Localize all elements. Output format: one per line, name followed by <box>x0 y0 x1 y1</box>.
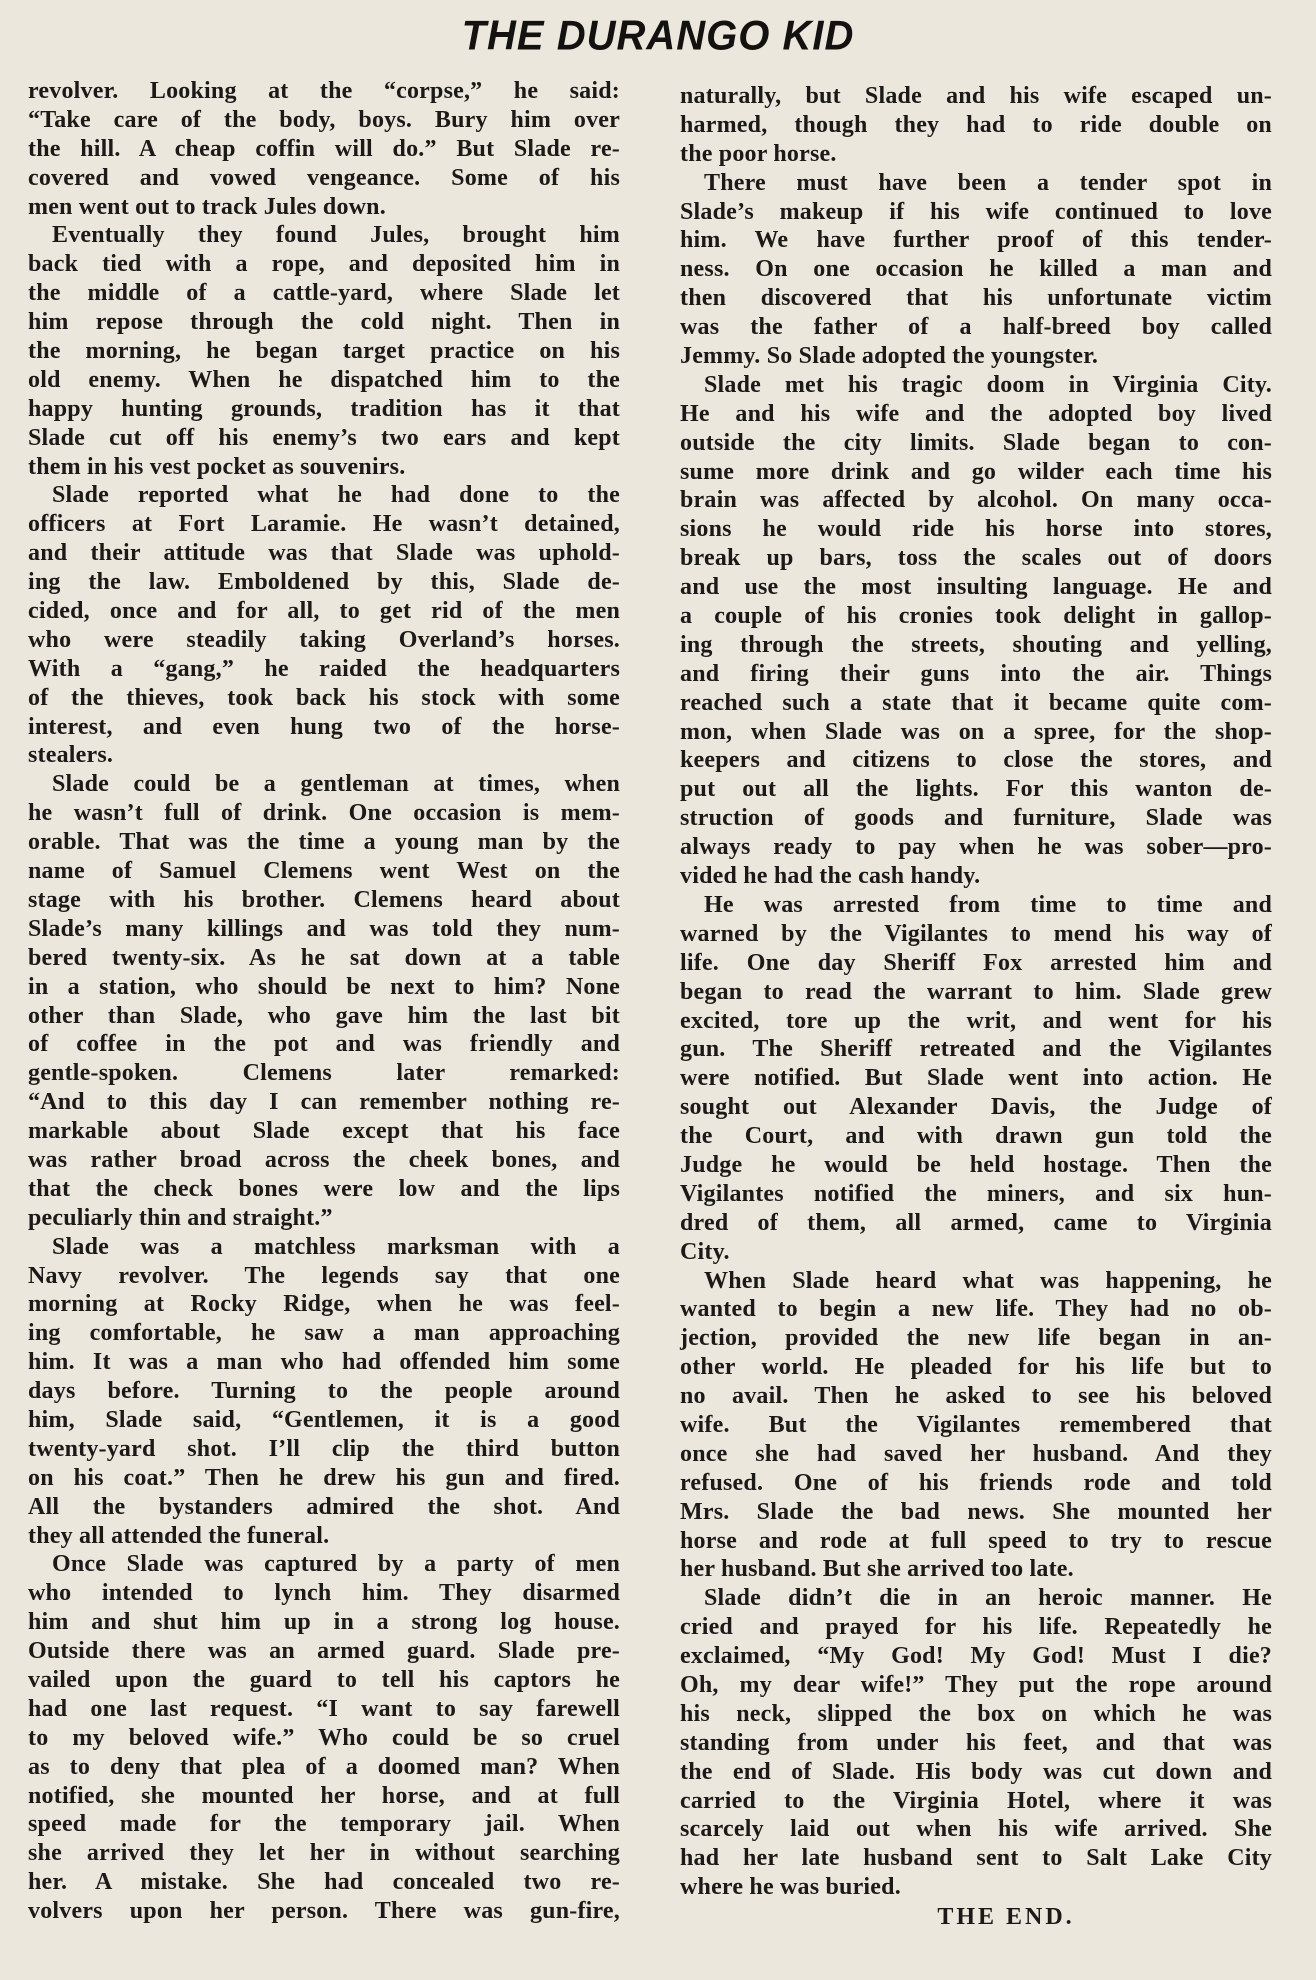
text-line: Judge he would be held hostage. Then the <box>680 1151 1272 1178</box>
text-line: Jemmy. So Slade adopted the youngster. <box>680 343 1099 370</box>
text-line: Vigilantes notified the miners, and six hun- <box>680 1180 1272 1207</box>
text-line: Navy revolver. The legends say that one <box>28 1262 620 1289</box>
text-line: where he was buried. <box>680 1874 901 1901</box>
text-line: old enemy. When he dispatched him to the <box>28 366 620 393</box>
text-line: cried and prayed for his life. Repeatedly he <box>680 1614 1272 1641</box>
text-line: standing from under his feet, and that was <box>680 1729 1272 1756</box>
text-line: always ready to pay when he was sober—pro- <box>680 834 1272 861</box>
text-line: in a station, who should be next to him? None <box>28 973 620 1000</box>
text-line: Slade cut off his enemy’s two ears and kept <box>28 424 620 451</box>
text-line: ness. On one occasion he killed a man and <box>680 256 1272 283</box>
text-line: Once Slade was captured by a party of men <box>52 1551 620 1578</box>
text-line: “And to this day I can remember nothing re- <box>28 1089 620 1116</box>
text-line: Slade didn’t die in an heroic manner. He <box>704 1585 1272 1612</box>
text-line: When Slade heard what was happening, he <box>704 1267 1272 1294</box>
article-column-right <box>680 82 1272 1931</box>
text-line: who were steadily taking Overland’s horses. <box>28 626 620 653</box>
text-line: began to read the warrant to him. Slade grew <box>680 978 1272 1005</box>
text-line: the end of Slade. His body was cut down and <box>680 1758 1272 1785</box>
text-line: cided, once and for all, to get rid of the men <box>28 598 620 625</box>
article-paragraph <box>680 371 1272 891</box>
text-line: dred of them, all armed, came to Virginia <box>680 1209 1272 1236</box>
text-line: and firing their guns into the air. Things <box>680 660 1272 687</box>
text-line: Slade was a matchless marksman with a <box>52 1233 620 1260</box>
text-line: He was arrested from time to time and <box>704 891 1272 918</box>
page-title: THE DURANGO KID <box>461 12 855 60</box>
text-line: exclaimed, “My God! My God! Must I die? <box>680 1643 1272 1670</box>
text-line: refused. One of his friends rode and told <box>680 1469 1272 1496</box>
text-line: covered and vowed vengeance. Some of his <box>28 164 620 191</box>
text-line: outside the city limits. Slade began to con- <box>680 429 1272 456</box>
text-line: Slade met his tragic doom in Virginia City. <box>704 371 1272 398</box>
text-line: brain was affected by alcohol. On many occa- <box>680 487 1272 514</box>
text-line: and their attitude was that Slade was uphold- <box>28 540 620 567</box>
text-line: speed made for the temporary jail. When <box>28 1811 620 1838</box>
text-line: stage with his brother. Clemens heard about <box>28 886 620 913</box>
text-line: break up bars, toss the scales out of doors <box>680 545 1272 572</box>
text-line: Eventually they found Jules, brought him <box>52 222 620 249</box>
text-line: volvers upon her person. There was gun-fire, <box>28 1898 620 1925</box>
text-line: the Court, and with drawn gun told the <box>680 1123 1272 1150</box>
text-line: he wasn’t full of drink. One occasion is mem- <box>28 800 620 827</box>
text-line: she arrived they let her in without searching <box>28 1840 620 1867</box>
text-line: wanted to begin a new life. They had no ob- <box>680 1296 1272 1323</box>
text-line: him, Slade said, “Gentlemen, it is a good <box>28 1406 620 1433</box>
text-line: With a “gang,” he raided the headquarters <box>28 655 620 682</box>
text-line: put out all the lights. For this wanton de- <box>680 776 1272 803</box>
text-line: him and shut him up in a strong log house. <box>28 1609 620 1636</box>
text-line: days before. Turning to the people around <box>28 1378 620 1405</box>
text-line: of the thieves, took back his stock with some <box>28 684 620 711</box>
article-column-left <box>28 77 620 1926</box>
text-line: on his coat.” Then he drew his gun and fired. <box>28 1464 620 1491</box>
text-line: his neck, slipped the box on which he was <box>680 1700 1272 1727</box>
text-line: they all attended the funeral. <box>28 1522 330 1549</box>
text-line: a couple of his cronies took delight in gallop- <box>680 603 1272 630</box>
article-paragraph <box>680 891 1272 1267</box>
text-line: name of Samuel Clemens went West on the <box>28 858 620 885</box>
article-paragraph <box>28 481 620 770</box>
text-line: reached such a state that it became quite com- <box>680 689 1272 716</box>
article-paragraph <box>680 82 1272 169</box>
text-line: then discovered that his unfortunate victim <box>680 285 1272 312</box>
text-line: struction of goods and furniture, Slade was <box>680 805 1272 832</box>
text-line: him. We have further proof of this tender- <box>680 227 1272 254</box>
article-paragraph <box>28 221 620 481</box>
text-line: sought out Alexander Davis, the Judge of <box>680 1094 1272 1121</box>
text-line: There must have been a tender spot in <box>704 169 1272 196</box>
text-line: was rather broad across the cheek bones, and <box>28 1146 620 1173</box>
text-line: other world. He pleaded for his life but to <box>680 1354 1272 1381</box>
text-line: the morning, he began target practice on his <box>28 338 620 365</box>
text-line: orable. That was the time a young man by the <box>28 829 620 856</box>
article-paragraph <box>28 1233 620 1551</box>
text-line: “Take care of the body, boys. Bury him over <box>28 106 620 133</box>
article-paragraph <box>680 1267 1272 1585</box>
text-line: mon, when Slade was on a spree, for the shop- <box>680 718 1272 745</box>
text-line: and use the most insulting language. He and <box>680 574 1272 601</box>
text-line: gentle-spoken. Clemens later remarked: <box>28 1060 620 1087</box>
text-line: happy hunting grounds, tradition has it that <box>28 395 620 422</box>
text-line: no avail. Then he asked to see his beloved <box>680 1383 1272 1410</box>
text-line: sume more drink and go wilder each time his <box>680 458 1272 485</box>
text-line: twenty-yard shot. I’ll clip the third button <box>28 1435 620 1462</box>
text-line: keepers and citizens to close the stores, and <box>680 747 1272 774</box>
text-line: Slade could be a gentleman at times, when <box>52 771 620 798</box>
text-line: vailed upon the guard to tell his captors he <box>28 1666 620 1693</box>
text-line: revolver. Looking at the “corpse,” he said: <box>28 78 620 104</box>
text-line: scarcely laid out when his wife arrived. She <box>680 1816 1272 1843</box>
text-line: Slade’s makeup if his wife continued to love <box>680 198 1272 225</box>
text-line: ing comfortable, he saw a man approaching <box>28 1320 620 1347</box>
text-line: stealers. <box>28 742 114 769</box>
text-line: was the father of a half-breed boy called <box>680 314 1272 341</box>
text-line: the middle of a cattle-yard, where Slade let <box>28 280 620 307</box>
article-paragraph <box>28 770 620 1232</box>
text-line: had one last request. “I want to say farewell <box>28 1695 620 1722</box>
text-line: once she had saved her husband. And they <box>680 1440 1272 1467</box>
text-line: He and his wife and the adopted boy lived <box>680 400 1272 427</box>
text-line: Slade reported what he had done to the <box>52 482 620 509</box>
text-line: jection, provided the new life began in an- <box>680 1325 1272 1352</box>
article-paragraph <box>28 1550 620 1926</box>
the-end-label: THE END. <box>937 1904 1075 1931</box>
text-line: other than Slade, who gave him the last bit <box>28 1002 620 1029</box>
text-line: life. One day Sheriff Fox arrested him and <box>680 949 1272 976</box>
text-line: of coffee in the pot and was friendly and <box>28 1031 620 1058</box>
text-line: him. It was a man who had offended him some <box>28 1349 620 1376</box>
article-paragraph <box>28 77 620 221</box>
text-line: markable about Slade except that his face <box>28 1118 620 1145</box>
text-line: who intended to lynch him. They disarmed <box>28 1580 620 1607</box>
text-line: peculiarly thin and straight.” <box>28 1204 333 1231</box>
text-line: Oh, my dear wife!” They put the rope around <box>680 1671 1272 1698</box>
text-line: the poor horse. <box>680 140 837 167</box>
text-line: him repose through the cold night. Then in <box>28 309 620 336</box>
text-line: notified, she mounted her horse, and at full <box>28 1782 620 1809</box>
text-line: as to deny that plea of a doomed man? When <box>28 1753 620 1780</box>
text-line: them in his vest pocket as souvenirs. <box>28 453 406 480</box>
text-line: were notified. But Slade went into action. He <box>680 1065 1272 1092</box>
text-line: Outside there was an armed guard. Slade pre- <box>28 1638 620 1665</box>
text-line: that the check bones were low and the lips <box>28 1175 620 1202</box>
text-line: had her late husband sent to Salt Lake City <box>680 1845 1272 1872</box>
text-line: officers at Fort Laramie. He wasn’t detained, <box>28 511 620 538</box>
text-line: interest, and even hung two of the horse- <box>28 713 620 740</box>
text-line: her. A mistake. She had concealed two re- <box>28 1869 620 1896</box>
text-line: back tied with a rope, and deposited him in <box>28 251 620 278</box>
text-line: sions he would ride his horse into stores, <box>680 516 1272 543</box>
text-line: naturally, but Slade and his wife escaped un- <box>680 83 1272 109</box>
text-line: excited, tore up the writ, and went for his <box>680 1007 1272 1034</box>
article-paragraph <box>680 169 1272 371</box>
text-line: wife. But the Vigilantes remembered that <box>680 1411 1272 1438</box>
text-line: morning at Rocky Ridge, when he was feel- <box>28 1291 620 1318</box>
text-line: carried to the Virginia Hotel, where it was <box>680 1787 1272 1814</box>
text-line: City. <box>680 1238 730 1265</box>
text-line: Mrs. Slade the bad news. She mounted her <box>680 1498 1272 1525</box>
text-line: horse and rode at full speed to try to rescue <box>680 1527 1272 1554</box>
text-line: All the bystanders admired the shot. And <box>28 1493 620 1520</box>
text-line: warned by the Vigilantes to mend his way of <box>680 920 1272 947</box>
text-line: gun. The Sheriff retreated and the Vigilantes <box>680 1036 1272 1063</box>
text-line: ing through the streets, shouting and yelling, <box>680 631 1272 658</box>
text-line: vided he had the cash handy. <box>680 863 981 890</box>
text-line: to my beloved wife.” Who could be so cruel <box>28 1724 620 1751</box>
text-line: men went out to track Jules down. <box>28 193 386 220</box>
text-line: Slade’s many killings and was told they num- <box>28 915 620 942</box>
article-paragraph <box>680 1584 1272 1902</box>
text-line: her husband. But she arrived too late. <box>680 1556 1074 1583</box>
text-line: bered twenty-six. As he sat down at a table <box>28 944 620 971</box>
text-line: ing the law. Emboldened by this, Slade de- <box>28 569 620 596</box>
text-line: harmed, though they had to ride double on <box>680 111 1272 138</box>
text-line: the hill. A cheap coffin will do.” But Slade re- <box>28 135 620 162</box>
